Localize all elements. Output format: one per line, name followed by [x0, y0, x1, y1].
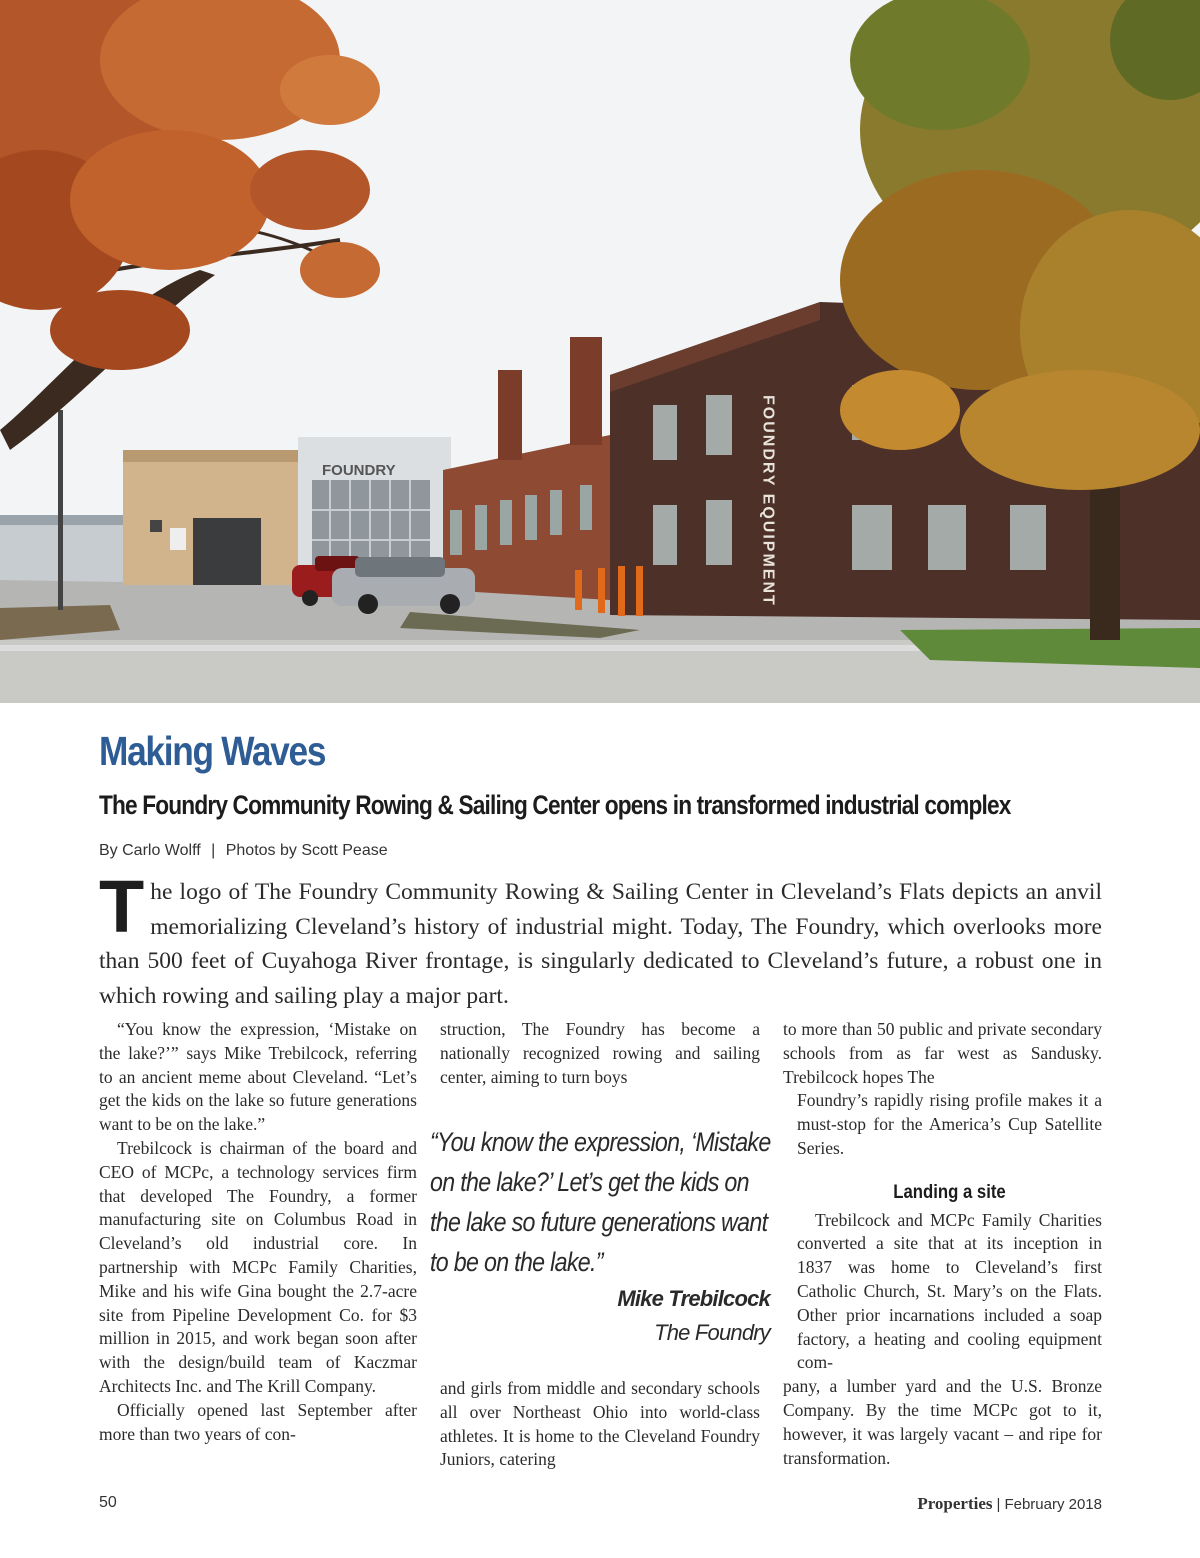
photo-credit: Photos by Scott Pease	[225, 842, 388, 859]
pull-quote-organization: The Foundry	[654, 1320, 770, 1345]
chimney	[570, 337, 602, 445]
bridge	[0, 515, 130, 525]
body-paragraph: Trebilcock and MCPc Family Charities converted a site that at its inception in 1837 was home to Cleveland’s first Catholic Church, St. Mary’s on the Flats. Other prior incarnations included a soap factory, a heating and cooling equipment com-	[797, 1209, 1102, 1373]
body-paragraph: Foundry’s rapidly rising profile makes it a must-stop for the America’s Cup Satellite Series.	[797, 1090, 1102, 1158]
foundry-building-illustration	[0, 0, 1200, 703]
body-paragraph: Officially opened last September after more than two years of con-	[99, 1399, 417, 1444]
foundry-sign: FOUNDRY	[322, 462, 396, 479]
byline	[99, 842, 388, 860]
folio	[917, 1494, 1102, 1514]
chimney	[498, 370, 522, 460]
street-lamp	[58, 410, 63, 610]
hero-photo	[0, 0, 1200, 703]
body-column-1	[99, 1018, 417, 1446]
garage-door	[193, 518, 261, 585]
body-paragraph: pany, a lumber yard and the U.S. Bronze Company. By the time MCPc got to it, however, it was largely vacant – and ripe for transformation.	[783, 1376, 1102, 1468]
body-column-2-bottom	[440, 1377, 760, 1472]
folio-separator: |	[996, 1496, 1001, 1513]
body-paragraph: “You know the expression, ‘Mistake on the lake?’” says Mike Trebilcock, referring to an ancient meme about Cleveland. “Let’s get the kids on the lake so future generations want to be on the lake.”	[99, 1019, 417, 1135]
body-column-3	[783, 1018, 1102, 1470]
pull-quote: “You know the expression, ‘Mistake on the lake?’ Let’s get the kids on the lake so future generations want to be on the lake.”	[430, 1127, 771, 1277]
section-subhead: Landing a site	[893, 1181, 1006, 1203]
pull-quote-attribution: Mike Trebilcock	[617, 1286, 770, 1311]
body-paragraph: struction, The Foundry has become a nationally recognized rowing and sailing center, aiming to turn boys	[440, 1019, 760, 1087]
body-paragraph: and girls from middle and secondary schools all over Northeast Ohio into world-class athletes. It is home to the Cleveland Foundry Juniors, catering	[440, 1378, 760, 1470]
page-number: 50	[99, 1494, 117, 1511]
article-subtitle: The Foundry Community Rowing & Sailing Center opens in transformed industrial complex	[99, 790, 1011, 820]
text-wrap-block	[783, 1089, 1102, 1375]
drop-cap: T	[99, 865, 145, 948]
lede-text: he logo of The Foundry Community Rowing & Sailing Center in Cleveland’s Flats depicts an anvil memorializing Cleveland’s history of industrial might. Today, The Foundry, which overlooks more than 500 feet of Cuyahoga River frontage, is singularly dedicated to Cleveland’s future, a robust one in which rowing and sailing play a major part.	[99, 879, 1102, 1009]
body-paragraph: to more than 50 public and private secondary schools from as far west as Sandusky. Trebilcock hopes The	[783, 1019, 1102, 1087]
wall-lettering: FOUNDRY EQUIPMENT	[759, 395, 777, 607]
lede-paragraph	[99, 865, 1102, 1013]
article-title: Making Waves	[99, 728, 326, 774]
author: By Carlo Wolff	[99, 842, 201, 859]
byline-separator: |	[211, 842, 216, 859]
issue-date: February 2018	[1004, 1496, 1102, 1513]
body-paragraph: Trebilcock is chairman of the board and CEO of MCPc, a technology services firm that developed The Foundry, a former manufacturing site on Columbus Road in Cleveland’s old industrial core. In partnership with MCPc Family Charities, Mike and his wife Gina bought the 2.7-acre site from Pipeline Development Co. for $3 million in 2015, and work began soon after with the design/build team of Kaczmar Architects Inc. and The Krill Company.	[99, 1137, 417, 1396]
magazine-name: Properties	[917, 1494, 993, 1513]
body-column-2-top	[440, 1018, 760, 1089]
